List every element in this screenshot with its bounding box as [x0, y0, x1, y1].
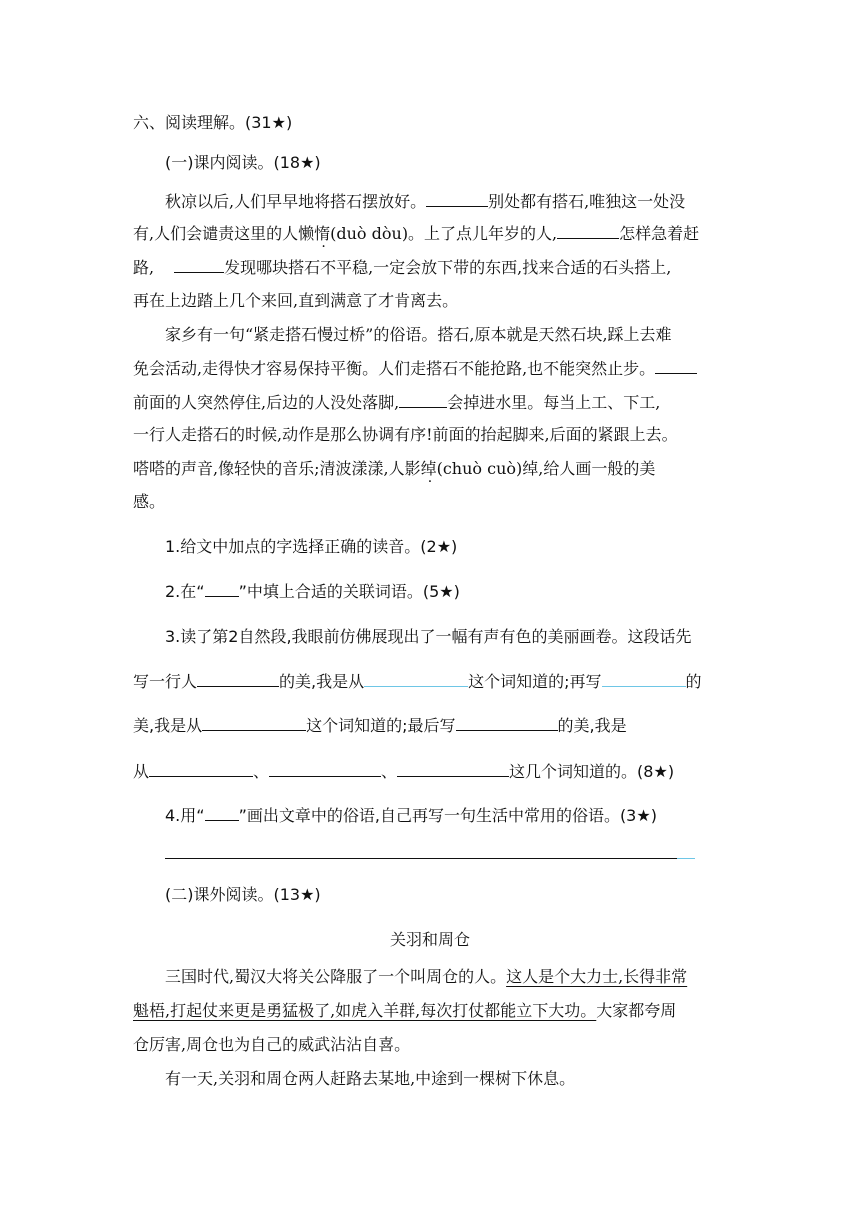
- answer-blank[interactable]: [399, 391, 447, 408]
- p1-text: 怎样急着赶: [619, 224, 700, 243]
- story-text: 三国时代,蜀汉大将关公降服了一个叫周仓的人。: [165, 967, 507, 986]
- q2-text: 2.在“: [165, 582, 205, 601]
- p1-char: 懒: [298, 224, 315, 243]
- answer-line-extension: [677, 858, 695, 859]
- dotted-char: 绰: [420, 459, 437, 478]
- q4-text: ”画出文章中的俗语,自己再写一句生活中常用的俗语。(3★): [238, 806, 657, 825]
- answer-blank[interactable]: [364, 670, 468, 687]
- q3-text: 写一行人: [133, 672, 198, 691]
- question-2: [165, 580, 765, 603]
- q4-blank-sample: [205, 804, 239, 821]
- p2-text: 会掉进水里。每当上工、下工,: [447, 393, 661, 412]
- answer-blank[interactable]: [557, 222, 619, 239]
- answer-blank[interactable]: [426, 190, 488, 207]
- q3-text: 、: [381, 762, 398, 781]
- q2-blank-sample: [205, 580, 239, 597]
- p2-text: (chuò cuò)绰,给人画一般的美: [436, 459, 656, 478]
- p2-line5: [133, 458, 733, 480]
- answer-blank[interactable]: [149, 760, 253, 777]
- q3-text: 美,我是从: [133, 716, 203, 735]
- q3-text: 这几个词知道的。(8★): [509, 762, 675, 781]
- underlined-sentence: 魁梧,打起仗来更是勇猛极了,如虎入羊群,每次打仗都能立下大功。: [133, 1001, 597, 1020]
- story-line2: [133, 1000, 733, 1022]
- p1-line4: 再在上边踏上几个来回,直到满意了才肯离去。: [133, 291, 459, 310]
- question-4: [165, 804, 765, 827]
- answer-blank[interactable]: [269, 760, 381, 777]
- story-line1: [165, 966, 765, 988]
- section-title: 六、阅读理解。(31★): [133, 113, 293, 132]
- answer-blank[interactable]: [397, 760, 509, 777]
- p1-line1: [165, 190, 765, 213]
- q4-text: 4.用“: [165, 806, 205, 825]
- p2-line3: [133, 391, 733, 414]
- p2-text: 前面的人突然停住,后边的人没处落脚,: [133, 393, 400, 412]
- p2-line2: [133, 357, 733, 380]
- underlined-sentence: 这人是个大力士,长得非常: [506, 967, 688, 986]
- story-text: 大家都夸周: [596, 1001, 677, 1020]
- dotted-char: 惰: [314, 224, 331, 243]
- q3-text: 的美,我是从: [279, 672, 365, 691]
- p1-line3: [133, 256, 733, 279]
- answer-blank[interactable]: [602, 670, 686, 687]
- q3-text: 从: [133, 762, 150, 781]
- p1-text: 路,: [133, 258, 155, 277]
- q2-text: ”中填上合适的关联词语。(5★): [238, 582, 460, 601]
- p1-line2: [133, 222, 733, 245]
- p1-text: 别处都有搭石,唯独这一处没: [488, 192, 686, 211]
- answer-blank[interactable]: [655, 357, 697, 374]
- answer-line[interactable]: [165, 858, 677, 859]
- q3-text: 的: [685, 672, 702, 691]
- p1-text: 秋凉以后,人们早早地将搭石摆放好。: [165, 192, 427, 211]
- story-line4: 有一天,关羽和周仓两人赶路去某地,中途到一棵树下休息。: [165, 1069, 576, 1088]
- story-line3: 仓厉害,周仓也为自己的威武沾沾自喜。: [133, 1035, 411, 1054]
- answer-blank[interactable]: [202, 714, 306, 731]
- part2-title: (二)课外阅读。(13★): [165, 885, 321, 904]
- answer-blank[interactable]: [174, 256, 224, 273]
- answer-blank[interactable]: [456, 714, 558, 731]
- p2-line1: 家乡有一句“紧走搭石慢过桥”的俗语。搭石,原本就是天然石块,踩上去难: [165, 325, 672, 344]
- p2-text: 嗒嗒的声音,像轻快的音乐;清波漾漾,人影: [133, 459, 421, 478]
- p1-text: 发现哪块搭石不平稳,一定会放下带的东西,找来合适的石头搭上,: [224, 258, 672, 277]
- p1-text: 有,人们会谴责这里的人: [133, 224, 299, 243]
- question-3-line3: [133, 714, 733, 737]
- q3-text: 这个词知道的;最后写: [306, 716, 456, 735]
- q3-text: 这个词知道的;再写: [468, 672, 602, 691]
- p2-text: 免会活动,走得快才容易保持平衡。人们走搭石不能抢路,也不能突然止步。: [133, 359, 656, 378]
- question-3-line2: [133, 670, 733, 693]
- part1-title: (一)课内阅读。(18★): [165, 153, 321, 172]
- question-3-line1: 3.读了第2自然段,我眼前仿佛展现出了一幅有声有色的美丽画卷。这段话先: [165, 627, 692, 646]
- story-title: 关羽和周仓: [389, 930, 470, 949]
- q3-text: 、: [253, 762, 270, 781]
- answer-blank[interactable]: [197, 670, 279, 687]
- p2-line4: 一行人走搭石的时候,动作是那么协调有序!前面的抬起脚来,后面的紧跟上去。: [133, 425, 678, 444]
- q3-text: 的美,我是: [557, 716, 627, 735]
- question-3-line4: [133, 760, 733, 783]
- question-1: 1.给文中加点的字选择正确的读音。(2★): [165, 537, 458, 556]
- p1-text: (duò dòu)。上了点儿年岁的人,: [330, 224, 558, 243]
- p2-line6: 感。: [133, 492, 166, 511]
